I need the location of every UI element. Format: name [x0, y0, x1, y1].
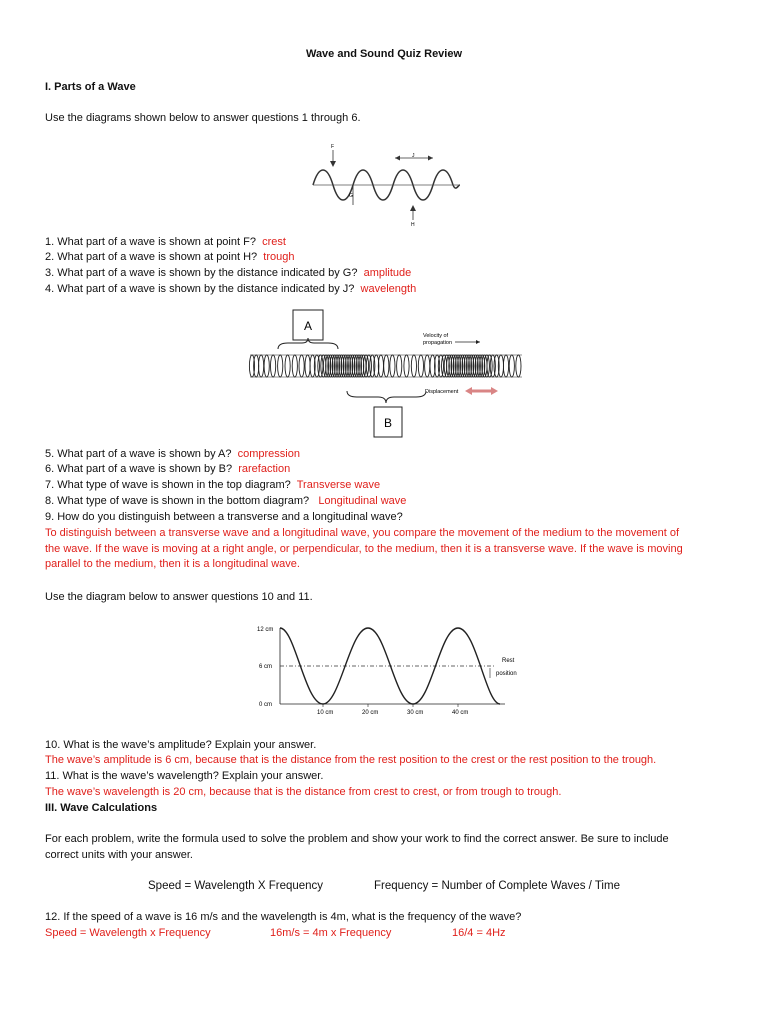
- spring-coil: [503, 355, 508, 377]
- section3-heading: III. Wave Calculations: [45, 802, 158, 814]
- spring-coil: [438, 355, 443, 377]
- page-title: Wave and Sound Quiz Review: [305, 48, 463, 60]
- spring-coil: [305, 355, 310, 377]
- displacement-label: Displacement: [425, 389, 459, 395]
- formula-speed: Speed = Wavelength X Frequency: [148, 880, 324, 892]
- answer-4: wavelength: [360, 283, 417, 295]
- y-label-6: 6 cm: [259, 664, 273, 670]
- displacement-arrow-right: [491, 387, 498, 395]
- answer-7: Transverse wave: [296, 479, 381, 491]
- transverse-wave-diagram: [305, 140, 470, 230]
- answer-9-line-1: To distinguish between a transverse wave and a longitudinal wave, you compare the movement of the medium to the movement of: [45, 527, 680, 539]
- question-10: 10. What is the wave’s amplitude? Explain your answer.: [45, 739, 317, 751]
- label-g: G: [349, 193, 353, 199]
- y-label-0: 0 cm: [259, 702, 273, 708]
- question-12: 12. If the speed of a wave is 16 m/s and the wavelength is 4m, what is the frequency of the wave?: [45, 911, 522, 923]
- section3-instruction-line-1: For each problem, write the formula used to solve the problem and show your work to find the correct answer. Be sure to include: [45, 833, 669, 845]
- y-label-12: 12 cm: [257, 627, 274, 633]
- label-a: A: [303, 319, 313, 333]
- x-label-30: 30 cm: [407, 710, 424, 716]
- question-7: 7. What type of wave is shown in the top diagram? Transverse wave: [45, 479, 381, 491]
- section3-instruction-line-2: correct units with your answer.: [45, 849, 193, 861]
- velocity-label-2: propagation: [423, 340, 453, 346]
- velocity-label-1: Velocity of: [423, 333, 449, 339]
- x-label-40: 40 cm: [452, 710, 469, 716]
- longitudinal-wave-diagram: [240, 305, 530, 445]
- compression-brace: [278, 338, 338, 349]
- answer-8: Longitudinal wave: [318, 495, 407, 507]
- answer-2: trough: [263, 251, 295, 263]
- formula-frequency: Frequency = Number of Complete Waves / Time: [374, 880, 620, 892]
- answer-10: The wave’s amplitude is 6 cm, because that is the distance from the rest position to the crest or the rest position to the trough.: [45, 754, 657, 766]
- answer-12-step-3: 16/4 = 4Hz: [452, 927, 506, 939]
- spring-coil: [264, 355, 269, 377]
- spring-coil: [418, 355, 423, 377]
- displacement-arrow-left: [465, 387, 472, 395]
- arrow-f-head: [330, 161, 336, 167]
- rest-label-2: position: [496, 671, 517, 677]
- answer-11: The wave’s wavelength is 20 cm, because that is the distance from crest to crest, or from trough to trough.: [45, 786, 562, 798]
- spring-coil: [299, 355, 304, 377]
- answer-12-step-2: 16m/s = 4m x Frequency: [270, 927, 392, 939]
- spring-coil: [411, 355, 416, 377]
- answer-5: compression: [237, 448, 300, 460]
- spring-coil: [271, 355, 276, 377]
- question-6: 6. What part of a wave is shown by B? rarefaction: [45, 463, 291, 475]
- answer-3: amplitude: [363, 267, 412, 279]
- rest-label-1: Rest: [502, 658, 515, 664]
- answer-9-line-3: parallel to the medium, then it is a longitudinal wave.: [45, 558, 300, 570]
- spring-coil: [384, 355, 389, 377]
- question-4: 4. What part of a wave is shown by the distance indicated by J? wavelength: [45, 283, 417, 295]
- section1-heading: I. Parts of a Wave: [45, 81, 136, 93]
- arrow-j-left: [395, 156, 400, 161]
- question-3: 3. What part of a wave is shown by the distance indicated by G? amplitude: [45, 267, 412, 279]
- label-j: J: [412, 153, 415, 159]
- spring-coil: [390, 355, 395, 377]
- question-8: 8. What type of wave is shown in the bottom diagram? Longitudinal wave: [45, 495, 407, 507]
- question-1: 1. What part of a wave is shown at point F? crest: [45, 236, 286, 248]
- question-11: 11. What is the wave’s wavelength? Explain your answer.: [45, 770, 324, 782]
- section1-instruction: Use the diagrams shown below to answer questions 1 through 6.: [45, 112, 361, 124]
- spring-coil: [278, 355, 283, 377]
- answer-6: rarefaction: [238, 463, 291, 475]
- spring-coil: [509, 355, 514, 377]
- answer-1: crest: [262, 236, 286, 248]
- spring-coils: [249, 355, 521, 377]
- x-label-10: 10 cm: [317, 710, 334, 716]
- question-5: 5. What part of a wave is shown by A? compression: [45, 448, 300, 460]
- label-f: F: [331, 144, 335, 150]
- spring-coil: [292, 355, 297, 377]
- spring-coil: [404, 355, 409, 377]
- question-9: 9. How do you distinguish between a transverse and a longitudinal wave?: [45, 511, 403, 523]
- label-h: H: [411, 222, 415, 228]
- velocity-arrow-head: [476, 340, 480, 344]
- x-label-20: 20 cm: [362, 710, 379, 716]
- arrow-j-right: [428, 156, 433, 161]
- wave-measurement-diagram: [250, 618, 530, 720]
- spring-coil: [425, 355, 430, 377]
- label-b: B: [383, 416, 393, 430]
- answer-12-step-1: Speed = Wavelength x Frequency: [45, 927, 211, 939]
- spring-coil: [397, 355, 402, 377]
- rarefaction-brace: [347, 391, 426, 403]
- question-2: 2. What part of a wave is shown at point H? trough: [45, 251, 295, 263]
- spring-coil: [259, 355, 264, 377]
- instruction-2: Use the diagram below to answer questions 10 and 11.: [45, 591, 313, 603]
- arrow-h-head: [410, 205, 416, 211]
- answer-9-line-2: the wave. If the wave is moving at a right angle, or perpendicular, to the medium, then it is a transverse wave. If the wave is moving: [45, 543, 683, 555]
- spring-coil: [285, 355, 290, 377]
- spring-coil: [516, 355, 521, 377]
